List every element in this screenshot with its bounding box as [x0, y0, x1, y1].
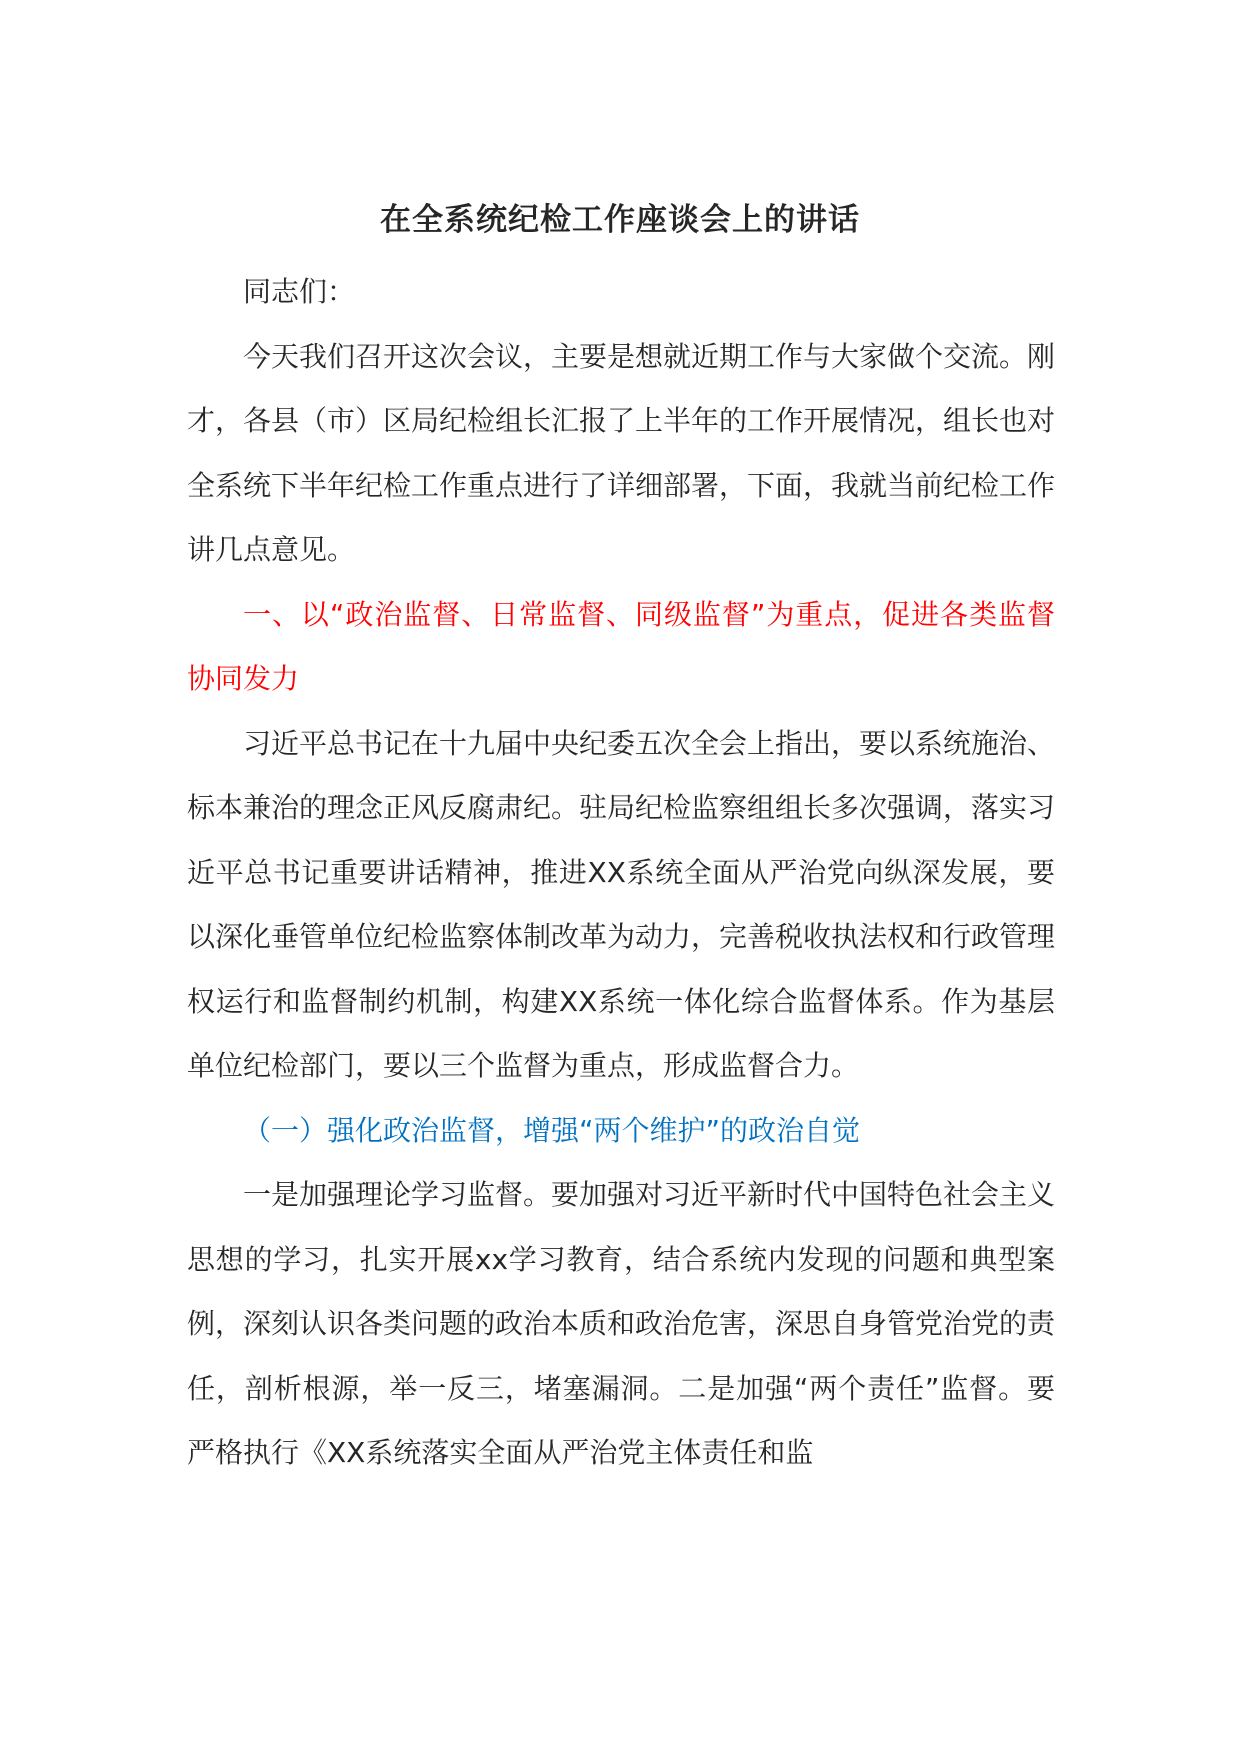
document-title: 在全系统纪检工作座谈会上的讲话: [380, 202, 860, 238]
paragraph-subsection-1: 一是加强理论学习监督。要加强对习近平新时代中国特色社会主义思想的学习，扎实开展xx学习教育，结合系统内发现的问题和典型案例，深刻认识各类问题的政治本质和政治危害，深思自身管党治党的责任，剖析根源，举一反三，堵塞漏洞。二是加强“两个责任”监督。要严格执行《XX系统落实全面从严治党主体责任和监: [187, 1178, 1056, 1469]
section-heading-1: 一、以“政治监督、日常监督、同级监督”为重点，促进各类监督协同发力: [187, 597, 1055, 695]
subsection-heading-1: （一）强化政治监督，增强“两个维护”的政治自觉: [243, 1113, 861, 1147]
salutation: 同志们：: [243, 275, 356, 308]
document-body: [187, 260, 1055, 1486]
paragraph-section-1: 习近平总书记在十九届中央纪委五次全会上指出，要以系统施治、标本兼治的理念正风反腐肃纪。驻局纪检监察组组长多次强调，落实习近平总书记重要讲话精神，推进XX系统全面从严治党向纵深发展，要以深化垂管单位纪检监察体制改革为动力，完善税收执法权和行政管理权运行和监督制约机制，构建XX系统一体化综合监督体系。作为基层单位纪检部门，要以三个监督为重点，形成监督合力。: [187, 726, 1056, 1082]
paragraph-intro: 今天我们召开这次会议，主要是想就近期工作与大家做个交流。刚才，各县（市）区局纪检组长汇报了上半年的工作开展情况，组长也对全系统下半年纪检工作重点进行了详细部署，下面，我就当前纪检工作讲几点意见。: [187, 339, 1056, 566]
